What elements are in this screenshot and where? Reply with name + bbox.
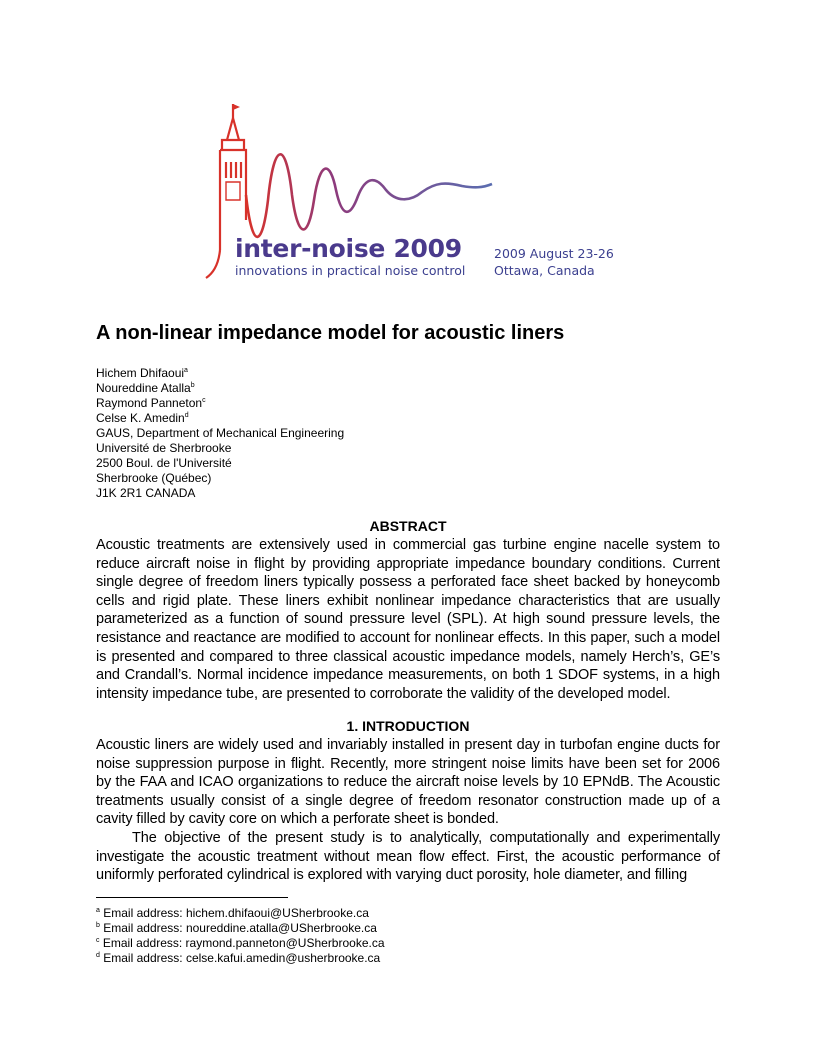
abstract-text: Acoustic treatments are extensively used in commercial gas turbine engine nacelle system to reduce aircraft noise in flight by providing appropriate impedance boundary conditions. Current single degree of freedom liners typically possess a perforated face sheet backed by honeycomb cells and rigid plate. These liners exhibit nonlinear impedance characteristics that are usually parameterized as a function of sound pressure level (SPL). At high sound pressure levels, the resistance and reactance are modified to account for nonlinear effects. In this paper, such a model is presented and compared to three classical acoustic impedance models, namely Herch’s, GE’s and Crandall’s. Normal incidence impedance measurements, on both 1 SDOF systems, in a high intensity impedance tube, are presented to corroborate the validity of the developed model. (96, 537, 720, 702)
footnote-mark: d (96, 952, 100, 959)
author-line (96, 396, 344, 411)
affiliation-line: Sherbrooke (Québec) (96, 471, 212, 485)
author-mark: c (202, 397, 206, 404)
footnotes (96, 906, 385, 966)
conference-name: inter-noise 2009 (235, 234, 462, 263)
footnote (96, 921, 385, 936)
sound-wave-icon (246, 154, 492, 237)
author-mark: d (184, 412, 189, 419)
conference-date: 2009 August 23-26 (494, 246, 614, 261)
conference-location: Ottawa, Canada (494, 263, 595, 278)
footnote-text: Email address: hichem.dhifaoui@USherbrooke.ca (103, 906, 369, 920)
author-line (96, 411, 344, 426)
affiliation-line: GAUS, Department of Mechanical Engineering (96, 426, 345, 440)
footnote-text: Email address: raymond.panneton@USherbrooke.ca (102, 936, 385, 950)
affiliation-line: Université de Sherbrooke (96, 441, 232, 455)
author-name: Hichem Dhifaoui (96, 366, 185, 380)
footnote (96, 951, 385, 966)
author-block (96, 366, 344, 501)
footnote-mark: a (96, 907, 100, 914)
footnote-divider (96, 897, 288, 898)
conference-tagline: innovations in practical noise control (235, 263, 466, 278)
author-name: Celse K. Amedin (96, 411, 185, 425)
author-line (96, 366, 344, 381)
footnote (96, 936, 385, 951)
introduction-paragraph-1: Acoustic liners are widely used and invariably installed in present day in turbofan engine ducts for noise suppression purpose in flight. Recently, more stringent noise limits have been set for 2006 by the FAA and ICAO organizations to reduce the aircraft noise levels by 10 EPNdB. The Acoustic treatments usually consist of a single degree of freedom resonator construction made up of a cavity filled by cavity core on which a perforate sheet is bonded. (96, 737, 720, 828)
footnote-mark: b (96, 922, 100, 929)
affiliation-line: 2500 Boul. de l'Université (96, 456, 232, 470)
conference-logo (200, 100, 620, 285)
author-name: Noureddine Atalla (96, 381, 191, 395)
footnote (96, 906, 385, 921)
footnote-text: Email address: noureddine.atalla@USherbrooke.ca (103, 921, 377, 935)
paper-title: A non-linear impedance model for acoustic liners (96, 322, 565, 344)
author-mark: a (184, 367, 188, 374)
footnote-mark: c (96, 937, 100, 944)
author-name: Raymond Panneton (96, 396, 203, 410)
affiliation-line: J1K 2R1 CANADA (96, 486, 196, 500)
introduction-heading: 1. INTRODUCTION (346, 718, 470, 734)
author-line (96, 381, 344, 396)
abstract-heading: ABSTRACT (369, 518, 447, 534)
footnote-text: Email address: celse.kafui.amedin@usherbrooke.ca (103, 951, 381, 965)
author-mark: b (190, 382, 195, 389)
introduction-paragraph-2: The objective of the present study is to analytically, computationally and experimentally investigate the acoustic treatment without mean flow effect. First, the acoustic performance of uniformly perforated cylindrical is explored with varying duct porosity, hole diameter, and filling (96, 830, 720, 884)
